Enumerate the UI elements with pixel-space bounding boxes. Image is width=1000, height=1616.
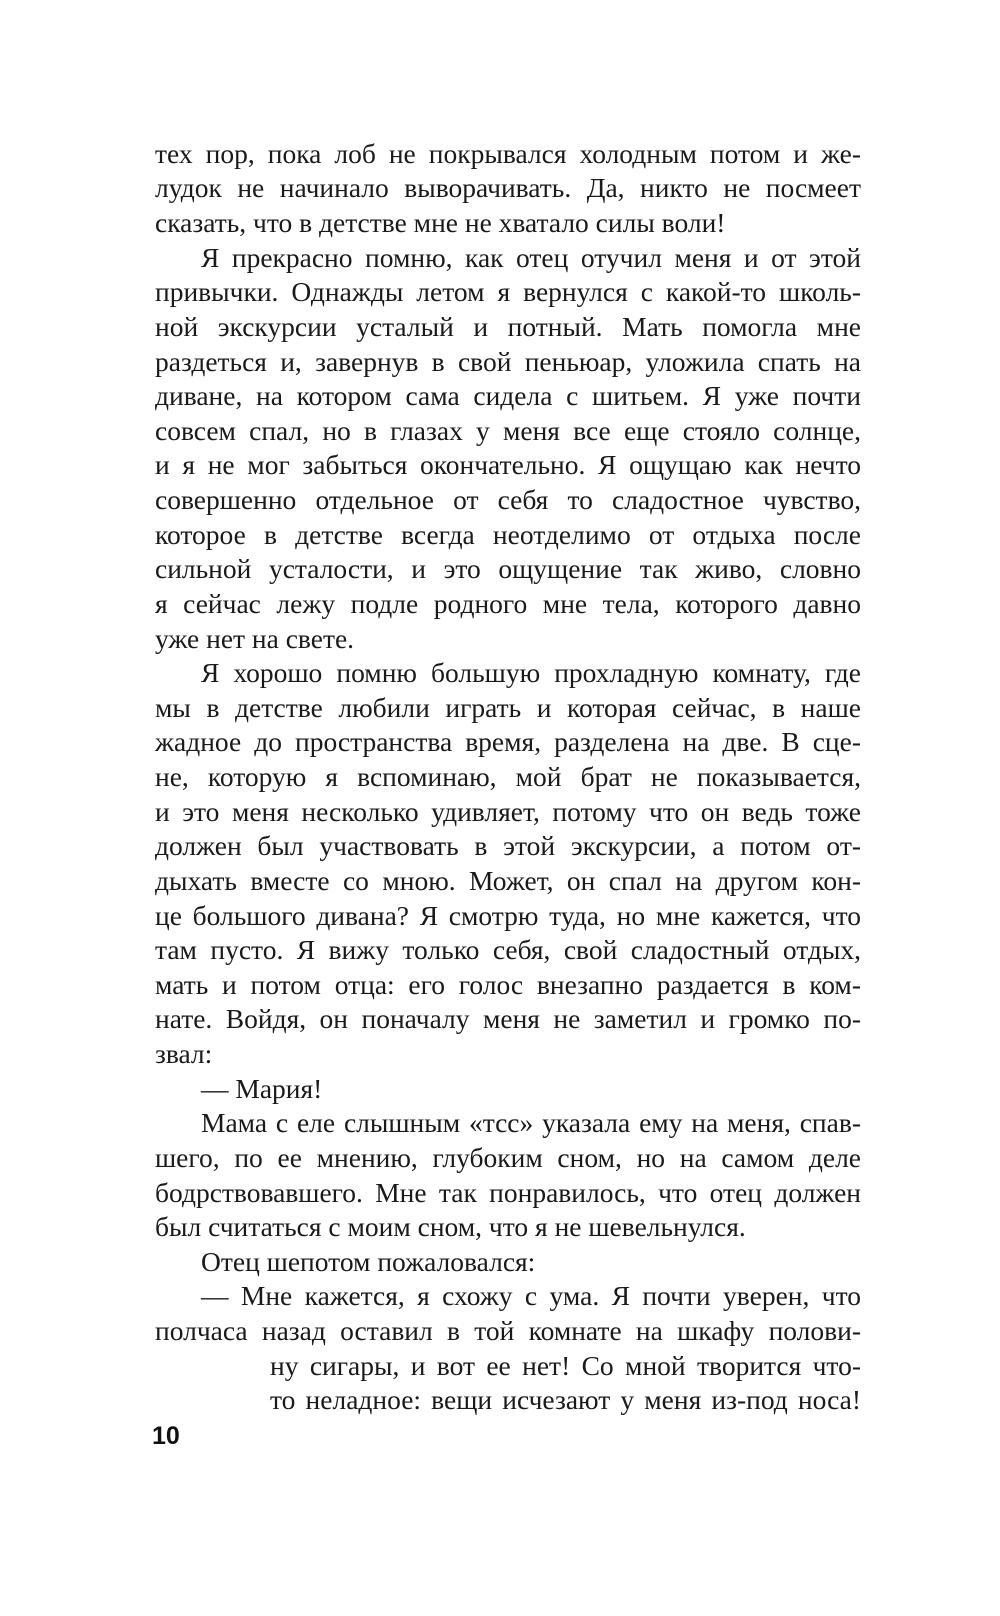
text-line: сказать, что в детстве мне не хватало силы воли! bbox=[155, 207, 726, 238]
text-line: был считаться с моим сном, что я не шевельнулся. bbox=[155, 1211, 746, 1242]
text-line: совершенно отдельное от себя то сладостное чувство, bbox=[155, 484, 861, 515]
text-line: лудок не начинало выворачивать. Да, никто не посмеет bbox=[155, 172, 861, 203]
text-line: раздеться и, завернув в свой пеньюар, уложила спать на bbox=[155, 346, 861, 377]
text-line: я сейчас лежу подле родного мне тела, которого давно bbox=[155, 588, 861, 619]
text-line: не, которую я вспоминаю, мой брат не показывается, bbox=[155, 761, 861, 792]
text-line: мать и потом отца: его голос внезапно раздается в ком- bbox=[155, 969, 861, 1000]
text-line: совсем спал, но в глазах у меня все еще стояло солнце, bbox=[155, 415, 861, 446]
text-line: Отец шепотом пожаловался: bbox=[201, 1246, 536, 1277]
text-line: привычки. Однажды летом я вернулся с какой-то школь- bbox=[155, 276, 861, 307]
text-line: ну сигары, и вот ее нет! Со мной творится что- bbox=[270, 1350, 861, 1381]
dialogue-line: — Мария! bbox=[201, 1073, 323, 1104]
dialogue-line: — Мне кажется, я схожу с ума. Я почти уверен, что bbox=[201, 1280, 861, 1311]
text-line: то неладное: вещи исчезают у меня из-под носа! bbox=[270, 1384, 861, 1415]
text-line: нате. Войдя, он поначалу меня не заметил и громко по- bbox=[155, 1003, 861, 1034]
text-line: шего, по ее мнению, глубоким сном, но на самом деле bbox=[155, 1142, 861, 1173]
text-line: дыхать вместе со мною. Может, он спал на другом кон- bbox=[155, 865, 861, 896]
text-line: и я не мог забыться окончательно. Я ощущаю как нечто bbox=[155, 449, 861, 480]
text-line: сильной усталости, и это ощущение так живо, словно bbox=[155, 553, 861, 584]
text-line: диване, на котором сама сидела с шитьем. Я уже почти bbox=[155, 380, 861, 411]
text-line: мы в детстве любили играть и которая сейчас, в наше bbox=[155, 692, 861, 723]
text-line: полчаса назад оставил в той комнате на шкафу полови- bbox=[155, 1315, 861, 1346]
text-line: Мама с еле слышным «тсс» указала ему на меня, спав- bbox=[201, 1107, 861, 1138]
text-line: жадное до пространства время, разделена на две. В сце- bbox=[155, 726, 861, 757]
text-line: ной экскурсии усталый и потный. Мать помогла мне bbox=[155, 311, 861, 342]
text-line: должен был участвовать в этой экскурсии, а потом от- bbox=[155, 830, 861, 861]
text-line: бодрствовавшего. Мне так понравилось, что отец должен bbox=[155, 1177, 861, 1208]
text-line: тех пор, пока лоб не покрывался холодным потом и же- bbox=[155, 138, 861, 169]
text-line: уже нет на свете. bbox=[155, 623, 355, 654]
text-line: це большого дивана? Я смотрю туда, но мне кажется, что bbox=[155, 900, 861, 931]
text-line: которое в детстве всегда неотделимо от отдыха после bbox=[155, 519, 861, 550]
text-line: и это меня несколько удивляет, потому что он ведь тоже bbox=[155, 796, 861, 827]
text-line: Я хорошо помню большую прохладную комнату, где bbox=[201, 657, 861, 688]
page-number: 10 bbox=[152, 1422, 180, 1450]
text-line: Я прекрасно помню, как отец отучил меня и от этой bbox=[201, 242, 861, 273]
text-line: звал: bbox=[155, 1038, 213, 1069]
text-line: там пусто. Я вижу только себя, свой сладостный отдых, bbox=[155, 934, 861, 965]
